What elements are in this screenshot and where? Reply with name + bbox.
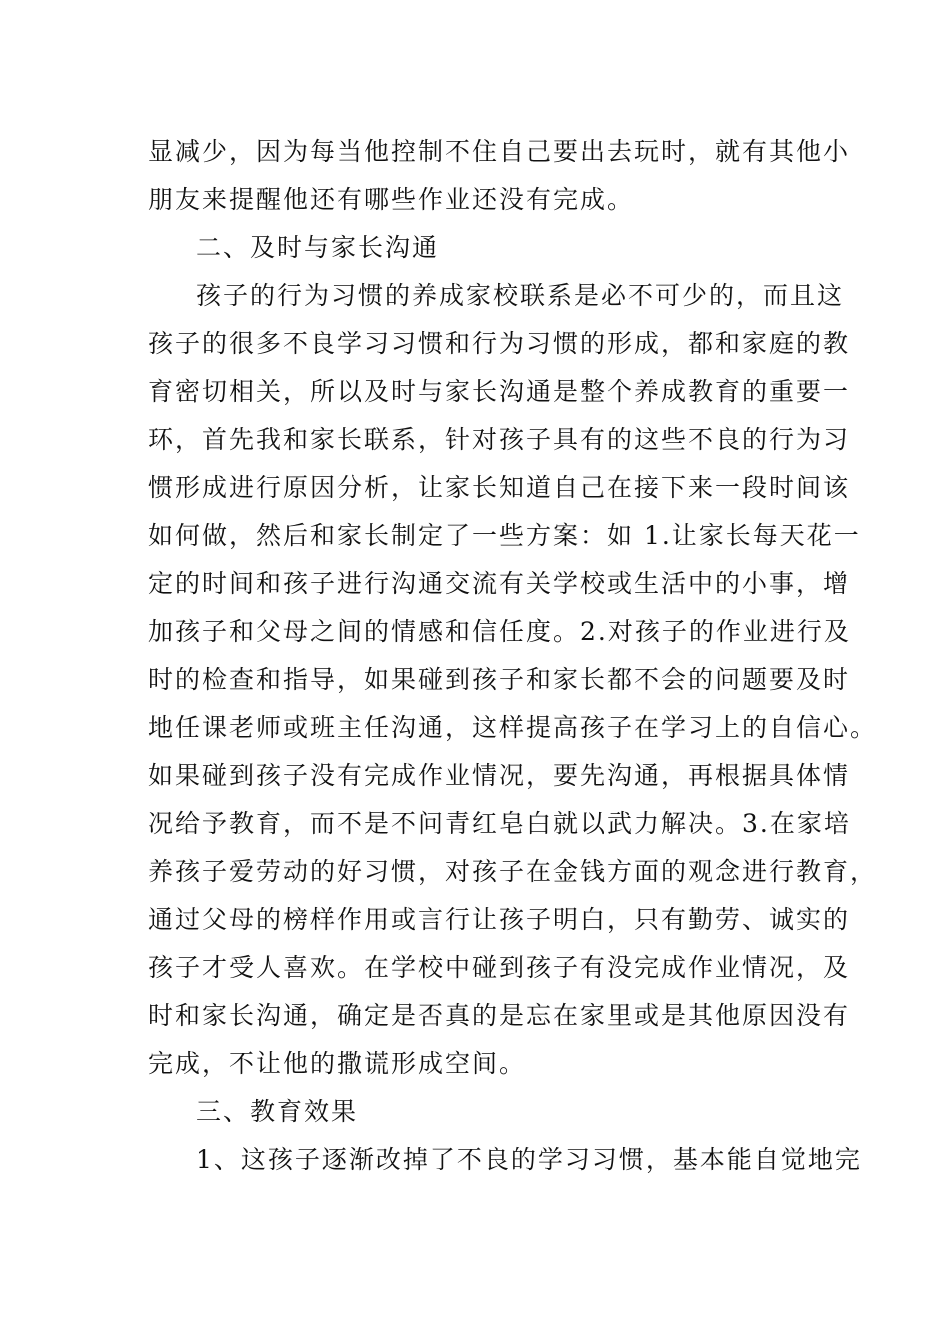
text-line: 定的时间和孩子进行沟通交流有关学校或生活中的小事，增 [148,569,851,598]
text-line: 环，首先我和家长联系，针对孩子具有的这些不良的行为习 [148,425,851,454]
text-line: 时和家长沟通，确定是否真的是忘在家里或是其他原因没有 [148,1001,851,1030]
text-line: 惯形成进行原因分析，让家长知道自己在接下来一段时间该 [148,473,851,502]
text-line: 如何做，然后和家长制定了一些方案：如 1.让家长每天花一 [148,521,861,550]
text-line: 如果碰到孩子没有完成作业情况，要先沟通，再根据具体情 [148,761,851,790]
paragraph-first-line: 1、这孩子逐渐改掉了不良的学习习惯，基本能自觉地完 [196,1145,862,1174]
text-line: 育密切相关，所以及时与家长沟通是整个养成教育的重要一 [148,377,851,406]
text-line: 完成，不让他的撒谎形成空间。 [148,1049,527,1078]
section-heading: 二、及时与家长沟通 [196,233,440,262]
section-heading: 三、教育效果 [196,1097,359,1126]
paragraph-first-line: 孩子的行为习惯的养成家校联系是必不可少的，而且这 [196,281,845,310]
text-line: 通过父母的榜样作用或言行让孩子明白，只有勤劳、诚实的 [148,905,851,934]
text-line: 孩子的很多不良学习习惯和行为习惯的形成，都和家庭的教 [148,329,851,358]
text-line: 朋友来提醒他还有哪些作业还没有完成。 [148,185,635,214]
text-line: 况给予教育，而不是不问青红皂白就以武力解决。3.在家培 [148,809,851,838]
text-line: 加孩子和父母之间的情感和信任度。2.对孩子的作业进行及 [148,617,851,646]
text-line: 显减少，因为每当他控制不住自己要出去玩时，就有其他小 [148,137,851,166]
text-line: 养孩子爱劳动的好习惯，对孩子在金钱方面的观念进行教育， [148,857,878,886]
text-line: 孩子才受人喜欢。在学校中碰到孩子有没完成作业情况，及 [148,953,851,982]
text-line: 地任课老师或班主任沟通，这样提高孩子在学习上的自信心。 [148,713,878,742]
text-line: 时的检查和指导，如果碰到孩子和家长都不会的问题要及时 [148,665,851,694]
